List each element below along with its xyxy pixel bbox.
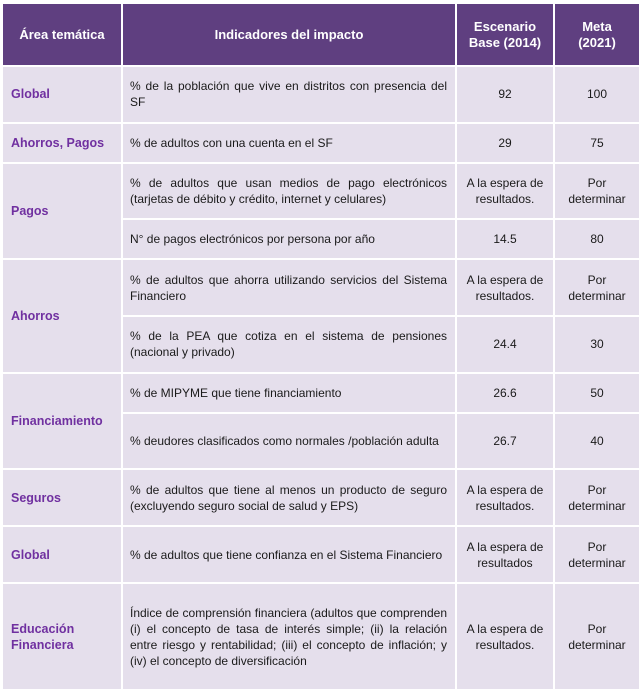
baseline-cell: A la espera de resultados. [457,470,553,525]
baseline-cell: 26.7 [457,414,553,469]
table-row [3,470,639,525]
indicator-cell: % de MIPYME que tiene financiamiento [123,374,455,412]
indicator-cell: % de adultos que tiene al menos un producto de seguro (excluyendo seguro social de salud y EPS) [123,470,455,525]
impact-indicators-table [1,2,641,691]
goal-cell: Por determinar [555,164,639,219]
indicator-cell: Índice de comprensión financiera (adultos que comprenden (i) el concepto de tasa de interés simple; (ii) la relación entre riesgo y rentabilidad; (iii) el concepto de inflación; y (iv) el concepto de diversificación [123,584,455,689]
baseline-cell: A la espera de resultados. [457,164,553,219]
goal-cell: Por determinar [555,584,639,689]
baseline-cell: 24.4 [457,317,553,372]
indicator-cell: % de la población que vive en distritos con presencia del SF [123,67,455,122]
baseline-cell: 14.5 [457,220,553,258]
indicator-cell: % de adultos que usan medios de pago electrónicos (tarjetas de débito y crédito, internet y celulares) [123,164,455,219]
table-row [3,584,639,689]
table-row [3,124,639,162]
table-row [3,527,639,582]
header-indicators: Indicadores del impacto [123,4,455,65]
goal-cell: 50 [555,374,639,412]
table-row [3,260,639,315]
baseline-cell: 92 [457,67,553,122]
area-cell: Educación Financiera [3,584,121,689]
goal-cell: Por determinar [555,470,639,525]
baseline-cell: A la espera de resultados. [457,584,553,689]
table-row [3,67,639,122]
indicator-cell: % deudores clasificados como normales /población adulta [123,414,455,469]
table-row [3,164,639,219]
area-cell: Global [3,67,121,122]
baseline-cell: A la espera de resultados. [457,260,553,315]
goal-cell: 100 [555,67,639,122]
goal-cell: Por determinar [555,527,639,582]
baseline-cell: A la espera de resultados [457,527,553,582]
header-area: Área temática [3,4,121,65]
baseline-cell: 26.6 [457,374,553,412]
header-baseline [457,4,553,65]
goal-cell: Por determinar [555,260,639,315]
header-baseline-line2: Base (2014) [468,34,542,50]
header-goal-line2: (2021) [578,34,616,50]
header-goal [555,4,639,65]
area-cell: Seguros [3,470,121,525]
goal-cell: 75 [555,124,639,162]
indicator-cell: % de la PEA que cotiza en el sistema de pensiones (nacional y privado) [123,317,455,372]
baseline-cell: 29 [457,124,553,162]
indicator-cell: N° de pagos electrónicos por persona por año [123,220,455,258]
header-row [3,4,639,65]
header-goal-line1: Meta [582,18,612,34]
indicator-cell: % de adultos que tiene confianza en el Sistema Financiero [123,527,455,582]
area-cell: Financiamiento [3,374,121,469]
goal-cell: 80 [555,220,639,258]
area-cell: Ahorros, Pagos [3,124,121,162]
area-cell: Pagos [3,164,121,259]
area-cell: Ahorros [3,260,121,372]
indicator-cell: % de adultos con una cuenta en el SF [123,124,455,162]
indicator-cell: % de adultos que ahorra utilizando servicios del Sistema Financiero [123,260,455,315]
header-baseline-line1: Escenario [473,18,537,34]
area-cell: Global [3,527,121,582]
table-row [3,374,639,412]
goal-cell: 30 [555,317,639,372]
goal-cell: 40 [555,414,639,469]
